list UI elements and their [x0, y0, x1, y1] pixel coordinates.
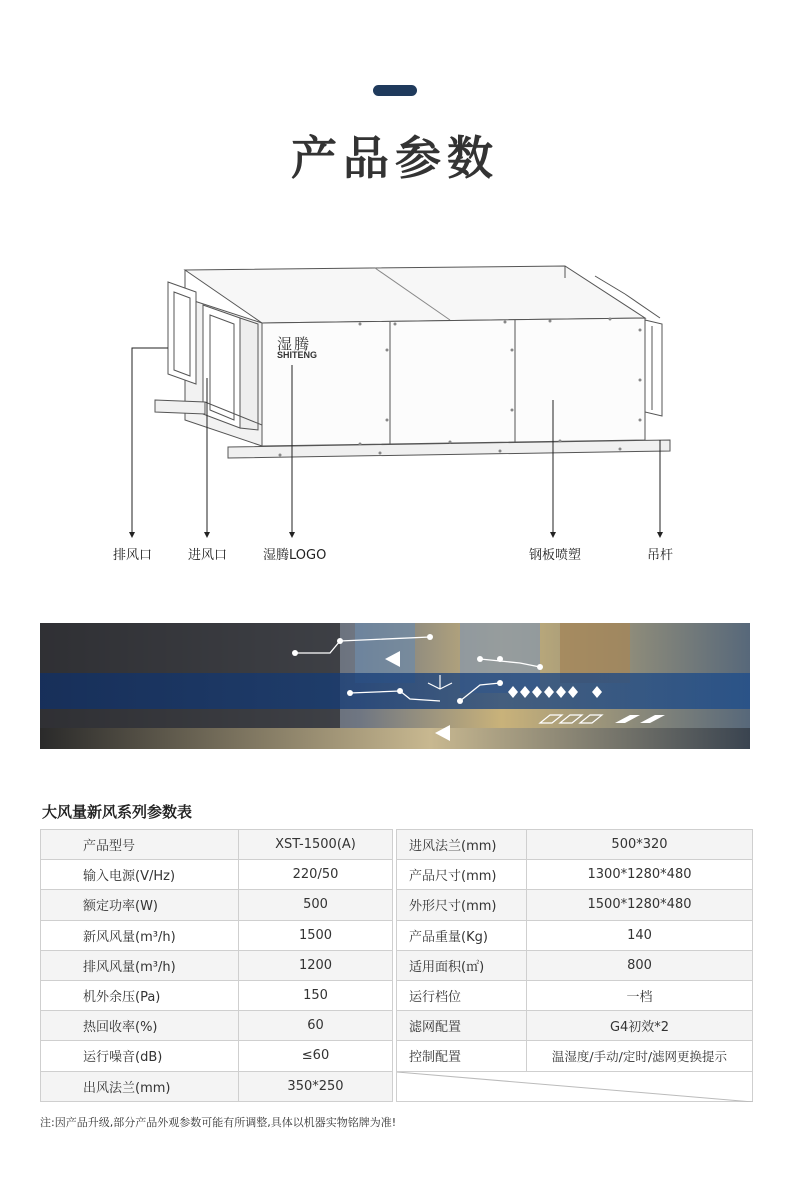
- spec-value: 60: [239, 1011, 393, 1041]
- empty-cell-diagonal: [397, 1072, 753, 1102]
- spec-value: 1500*1280*480: [527, 890, 753, 920]
- table-row: [41, 1071, 753, 1101]
- brand-logo-en: SHITENG: [277, 350, 318, 360]
- spec-value: 220/50: [239, 860, 393, 890]
- spec-value: 500: [239, 890, 393, 920]
- spec-value: 1500: [239, 920, 393, 950]
- page-title: 产品参数: [291, 131, 499, 185]
- spec-label: 控制配置: [397, 1041, 527, 1071]
- spec-table-title: 大风量新风系列参数表: [42, 803, 193, 821]
- table-row: [41, 830, 753, 860]
- spec-value: 1300*1280*480: [527, 860, 753, 890]
- spec-label: 新风风量(m³/h): [41, 920, 239, 950]
- table-row: [41, 920, 753, 950]
- spec-value: 350*250: [239, 1071, 393, 1101]
- spec-label: 热回收率(%): [41, 1011, 239, 1041]
- title-accent-bar: [373, 85, 417, 96]
- spec-label: 外形尺寸(mm): [397, 890, 527, 920]
- spec-label: 机外余压(Pa): [41, 980, 239, 1010]
- callout-logo: 湿腾LOGO: [263, 548, 327, 563]
- spec-table: [40, 829, 753, 1102]
- table-row: [41, 890, 753, 920]
- spec-label: 滤网配置: [397, 1011, 527, 1041]
- spec-value: ≤60: [239, 1041, 393, 1071]
- spec-label: 进风法兰(mm): [397, 830, 527, 860]
- spec-label: 输入电源(V/Hz): [41, 860, 239, 890]
- table-row: [41, 1011, 753, 1041]
- spec-label: 出风法兰(mm): [41, 1071, 239, 1101]
- spec-label: 额定功率(W): [41, 890, 239, 920]
- spec-value: 温湿度/手动/定时/滤网更换提示: [527, 1041, 753, 1071]
- spec-value: 一档: [527, 980, 753, 1010]
- spec-value: G4初效*2: [527, 1011, 753, 1041]
- spec-value: 150: [239, 980, 393, 1010]
- callout-rod: 吊杆: [647, 548, 674, 563]
- spec-value: 140: [527, 920, 753, 950]
- spec-label: 产品型号: [41, 830, 239, 860]
- spec-value: 1200: [239, 950, 393, 980]
- table-row: [41, 860, 753, 890]
- product-drawing: [0, 250, 790, 580]
- spec-label: 运行档位: [397, 980, 527, 1010]
- spec-label: 产品尺寸(mm): [397, 860, 527, 890]
- empty-cell: [397, 1071, 753, 1101]
- callout-inlet: 进风口: [188, 548, 228, 563]
- spec-value: 500*320: [527, 830, 753, 860]
- city-banner: [40, 623, 750, 749]
- table-row: [41, 950, 753, 980]
- footnote: 注:因产品升级,部分产品外观参数可能有所调整,具体以机器实物铭牌为准!: [40, 1116, 397, 1129]
- banner-image: [40, 623, 750, 749]
- callout-exhaust: 排风口: [113, 548, 153, 563]
- brand-logo-cn: 湿腾: [277, 335, 312, 353]
- spec-label: 适用面积(㎡): [397, 950, 527, 980]
- spec-label: 排风风量(m³/h): [41, 950, 239, 980]
- spec-value: 800: [527, 950, 753, 980]
- table-row: [41, 1041, 753, 1071]
- spec-label: 产品重量(Kg): [397, 920, 527, 950]
- spec-value: XST-1500(A): [239, 830, 393, 860]
- unit-line-drawing: [0, 250, 790, 580]
- spec-label: 运行噪音(dB): [41, 1041, 239, 1071]
- callout-steel: 钢板喷塑: [529, 548, 582, 563]
- table-row: [41, 980, 753, 1010]
